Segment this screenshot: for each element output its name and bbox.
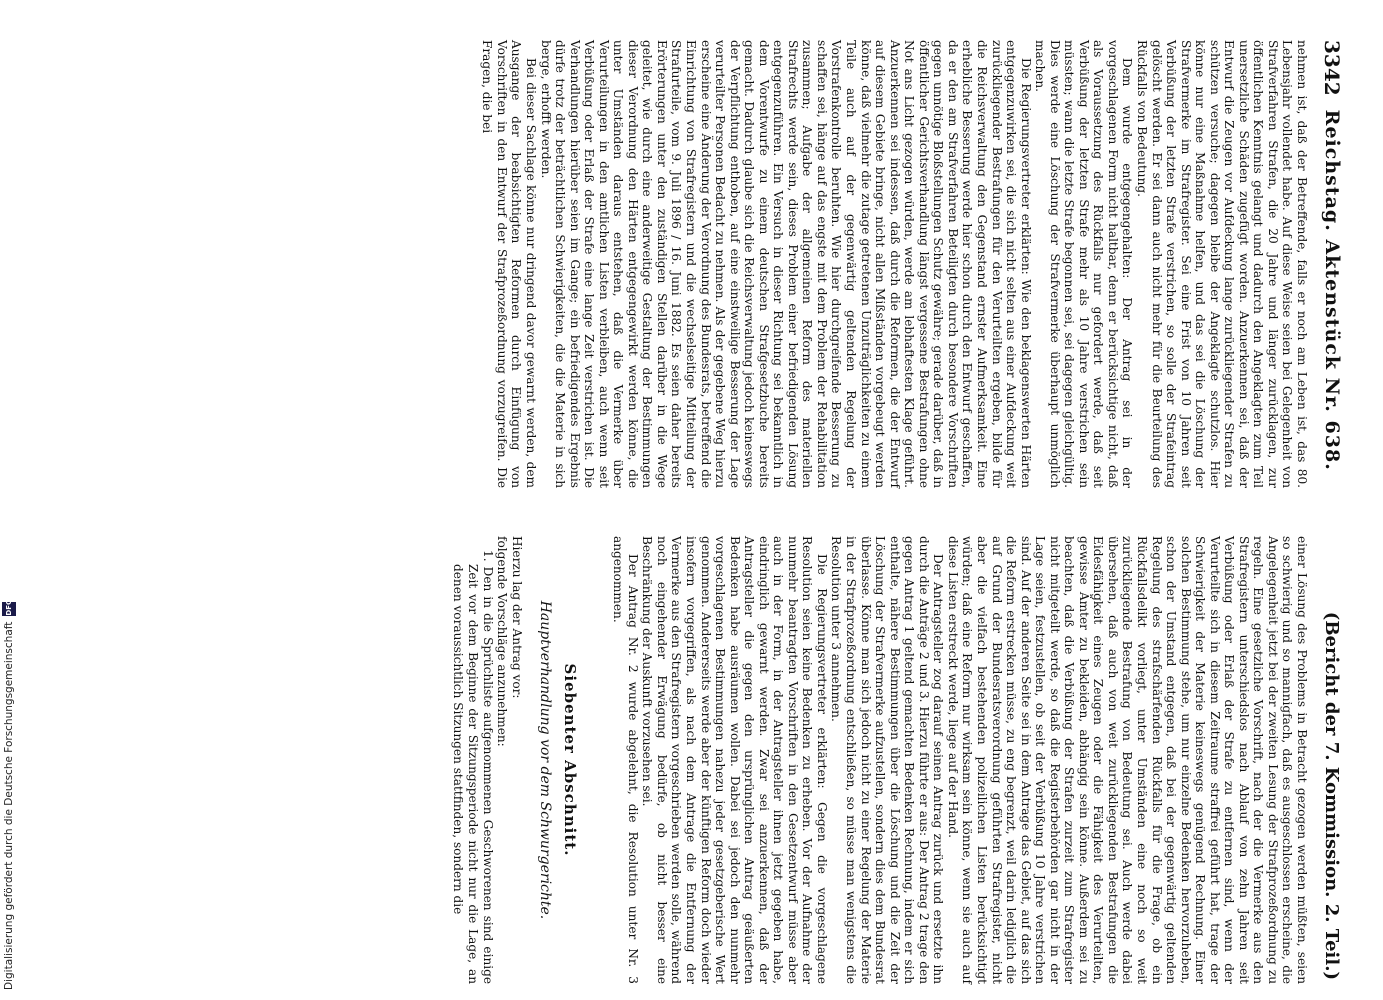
paragraph: Die Regierungsvertreter erklärten: Gegen die vorgeschlagene Resolution seien keine Bedenken zu erheben. Vor der Aufnahme der nunmehr beantragten Vorschriften in den Gesetzentwurf müsse aber auch in der Form, in der Antragsteller ihnen jetzt gegeben habe, eindringlich gewarnt werden. Zwar sei anzuerkennen, daß der Antragsteller die gegen den ursprünglichen Antrag geäußerten Bedenken habe ausräumen wollen. Dabei sei jedoch den nunmehr vorgeschlagenen Bestimmungen nahezu jeder gesetzgeberische Wert genommen. Andererseits werde aber der künftigen Reform doch wieder insofern vorgegriffen, als nach dem Antrage die Entfernung der Vermerke aus den Strafregistern vorgeschrieben werden solle, während noch eingehender Erwägung bedürfe, ob nicht besser eine Beschränkung der Auskunft vorzusehen sei. xyxy=(640,536,829,984)
paragraph: Der Antrag Nr. 2 wurde abgelehnt, die Resolution unter Nr. 3 angenommen. xyxy=(611,536,640,984)
digitization-note xyxy=(2,599,16,990)
page-number: 3342 xyxy=(1320,40,1344,96)
section-heading: Siebenter Abschnitt. xyxy=(560,663,579,857)
left-text-column xyxy=(480,40,1309,488)
dfg-logo-icon: DFG xyxy=(2,602,16,616)
paragraph: Bei dieser Sachlage könne nur dringend davor gewarnt werden, dem Ausgange der beabsichtigten Reformen durch Einfügung von Vorschriften in den Entwurf der Strafprozeßordnung vorzugreifen. Die Fragen, die bei xyxy=(480,40,539,488)
paragraph: Die Regierungsvertreter erklärten: Wie den beklagenswerten Härten entgegenzuwirken sei, die sich nicht selten aus einer Aufdeckung weit zurückliegender Bestrafungen für den Verurteilten ergeben, bilde für die Reichsverwaltung den Gegenstand ernster Aufmerksamkeit. Eine erhebliche Besserung werde hier schon durch den Entwurf geschaffen, da er den am Strafverfahren Beteiligten durch besondere Vorschriften gegen unnötige Bloßstellungen Schutz gewähre; gerade darüber, daß in öffentlicher Gerichtsverhandlung längst vergessene Bestrafungen ohne Not ans Licht gezogen würden, werde am lebhaftesten Klage geführt. Anzuerkennen sei indessen, daß durch die Reformen, die der Entwurf auf diesem Gebiete bringe, nicht allen Mißständen vorgebeugt werden könne, daß vielmehr die zutage getretenen Unzuträglichkeiten zu einem Teile auch auf der gegenwärtig geltenden Regelung der Vorstrafenkontrolle beruhten. Wie hier durchgreifende Besserung zu schaffen sei, hänge auf das engste mit dem Problem der Rehabilitation zusammen; Aufgabe der allgemeinen Reform des materiellen Strafrechts werde sein, dieses Problem einer befriedigenden Lösung entgegenzuführen. Ein Versuch in dieser Richtung sei bekanntlich in dem Vorentwurfe zu einem deutschen Strafgesetzbuche bereits gemacht. Dadurch glaube sich die Reichsverwaltung jedoch keineswegs der Verpflichtung enthoben, auf eine einstweilige Besserung der Lage verurteilter Personen Bedacht zu nehmen. Als der gegebene Weg hierzu erscheine eine Änderung der Verordnung des Bundesrats, betreffend die Einrichtung von Strafregistern und die wechselseitige Mitteilung der Strafurteile, vom 9. Juli 1896 / 16. Juni 1882. Es seien daher bereits Erörterungen unter den zuständigen Stellen darüber in die Wege geleitet, wie durch eine anderweitige Gestaltung der Bestimmungen dieser Verordnung den Härten entgegengewirkt werden könne, die unter Umständen daraus entstehen, daß die Vermerke über Verurteilungen in den amtlichen Listen verbleiben, auch wenn seit Verbüßung oder Erlaß der Strafe eine lange Zeit verstrichen ist. Die Verhandlungen hierüber seien im Gange; ein befriedigendes Ergebnis dürfe trotz der beträchtlichen Schwierigkeiten, die die Materie in sich berge, erhofft werden. xyxy=(538,40,1033,488)
side-note-text: Digitalisierung gefördert durch die Deutsche Forschungsgemeinschaft xyxy=(3,621,15,990)
page-title: Reichstag. Aktenstück Nr. 638. xyxy=(1321,109,1343,471)
section-subtitle: Hauptverhandlung vor dem Schwurgerichte. xyxy=(537,600,554,920)
paragraph: Dem wurde entgegengehalten: Der Antrag sei in der vorgeschlagenen Form nicht haltbar, denn er berücksichtige nicht, daß als Voraussetzung des Rückfalls nur gefordert werde, daß seit Verbüßung der letzten Strafe mehr als 10 Jahre verstrichen sein müssten; wann die letzte Strafe begonnen sei, sei dagegen gleichgültig. Dies werde eine Löschung der Strafvermerke überhaupt unmöglich machen. xyxy=(1033,40,1135,488)
paragraph: einer Lösung des Problems in Betracht gezogen werden müßten, seien so schwierig und so mannigfach, daß es ausgeschlossen erscheine, die Angelegenheit jetzt bei der zweiten Lesung der Strafprozeßordnung zu regeln. Eine gesetzliche Vorschrift, nach der die Vermerke aus den Strafregistern unterschiedslos nach Ablauf von zehn Jahren seit Verbüßung oder Erlaß der Strafe zu entfernen sind, wenn der Verurteilte sich in diesem Zeitraume straffrei geführt hat, trage der Schwierigkeit der Materie keineswegs genügend Rechnung. Einer solchen Bestimmung stehe, um nur einzelne Bedenken hervorzuheben, schon der Umstand entgegen, daß bei der gegenwärtig geltenden Regelung des strafschärfenden Rückfalls für die Frage, ob ein Rückfallsdelikt vorliegt, unter Umständen eine noch so weit zurückliegende Bestrafung von Bedeutung sei. Auch werde dabei übersehen, daß auch von weit zurückliegenden Bestrafungen die Eidesfähigkeit eines Zeugen oder die Fähigkeit des Verurteilten, gewisse Ämter zu bekleiden, abhängig sein könne. Außerdem sei zu beachten, daß die Verbüßung der Strafen zurzeit zum Strafregister nicht mitgeteilt werde, so daß die Registerbehörden gar nicht in der Lage seien, festzustellen, ob seit der Verbüßung 10 Jahre verstrichen sind. Auf der anderen Seite sei in dem Antrage das Gebiet, auf das sich die Reform erstrecken müsse, zu eng begrenzt, weil darin lediglich die auf Grund der Bundesratsverordnung geführten Strafregister, nicht aber die vielfach bestehenden polizeilichen Listen berücksichtigt würden; daß eine Reform nur wirksam sein könne, wenn sie auch auf diese Listen erstreckt werde, liege auf der Hand. xyxy=(945,536,1309,984)
paragraph: Hierzu lag der Antrag vor: xyxy=(509,536,524,699)
paragraph: nehmen ist, daß der Betreffende, falls er noch am Leben ist, das 80. Lebensjahr vollendet habe. Auf diese Weise seien bei Gelegenheit von Strafverfahren Strafen, die 20 Jahre und länger zurücklagen, zur öffentlichen Kenntnis gelangt und dadurch den Angeklagten zum Teil unersetzliche Schäden zugefügt worden. Anzuerkennen sei, daß der Entwurf die Zeugen vor Aufdeckung lange zurückliegender Strafen zu schützen versuche; dagegen bleibe der Angeklagte schutzlos. Hier könne nur eine Maßnahme helfen, und das sei die Löschung der Strafvermerke im Strafregister. Sei eine Frist von 10 Jahren seit Verbüßung der letzten Strafe verstrichen, so solle der Strafeintrag gelöscht werden. Er sei dann auch nicht mehr für die Beurteilung des Rückfalls von Bedeutung. xyxy=(1134,40,1309,488)
right-text-column xyxy=(451,536,1309,984)
list-item: 1. Den in die Sprüchliste aufgenommenen Geschworenen sind einige Zeit vor dem Beginne der Sitzungsperiode nicht nur die Lage, an denen voraussichtlich Sitzungen stattfinden, sondern die xyxy=(451,550,495,984)
page-subtitle: (Bericht der 7. Kommission. 2. Teil.) xyxy=(1321,611,1343,980)
page-header xyxy=(1317,40,1347,980)
paragraph: folgende Vorschläge anzunehmen: xyxy=(495,536,510,747)
paragraph: Der Antragsteller zog darauf seinen Antrag zurück und ersetzte ihn durch die Anträge 2 und 3. Hierzu führte er aus: Der Antrag 2 trage den gegen Antrag 1 geltend gemachten Bedenken Rechnung, indem er sich enthalte, nähere Bestimmungen über die Löschung und die Zeit der Löschung der Strafvermerke aufzustellen, sondern dies dem Bundesrat überlasse. Könne man sich jedoch nicht zu einer Regelung der Materie in der Strafprozeßordnung entschließen, so müsse man wenigstens die Resolution unter 3 annehmen. xyxy=(829,536,946,984)
